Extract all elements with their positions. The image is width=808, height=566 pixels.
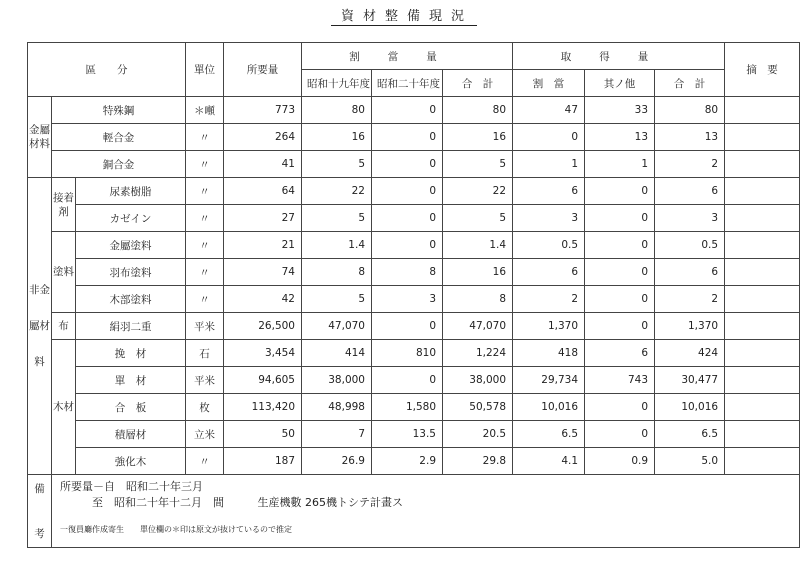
header-category: 區 分 [28, 43, 186, 97]
row-acq-alloc: 0.5 [513, 232, 585, 259]
row-unit: 平米 [186, 367, 224, 394]
row-name: 挽 材 [76, 340, 186, 367]
row-acq-other: 0 [585, 313, 655, 340]
table-row [28, 394, 800, 421]
notes-production-plan: 生産機數 265機トシテ計畫ス [257, 496, 403, 509]
row-alloc-20: 3 [372, 286, 443, 313]
row-unit: 平米 [186, 313, 224, 340]
row-alloc-19: 47,070 [302, 313, 372, 340]
row-unit: 枚 [186, 394, 224, 421]
row-acq-total: 2 [655, 286, 725, 313]
row-required: 42 [224, 286, 302, 313]
notes-line-1: 所要量－自 昭和二十年三月 [60, 480, 203, 493]
row-acq-alloc: 0 [513, 124, 585, 151]
header-remarks: 摘 要 [725, 43, 800, 97]
row-acq-total: 30,477 [655, 367, 725, 394]
row-unit: ＊噸 [186, 97, 224, 124]
table-row [28, 367, 800, 394]
header-acq-total: 合 計 [655, 70, 725, 97]
row-name: 特殊鋼 [52, 97, 186, 124]
row-alloc-total: 16 [443, 259, 513, 286]
row-alloc-19: 5 [302, 151, 372, 178]
row-acq-total: 0.5 [655, 232, 725, 259]
row-acq-alloc: 6.5 [513, 421, 585, 448]
row-acq-other: 1 [585, 151, 655, 178]
row-name: 強化木 [76, 448, 186, 475]
row-acq-total: 6.5 [655, 421, 725, 448]
table-row [28, 232, 800, 259]
row-alloc-total: 29.8 [443, 448, 513, 475]
row-acq-other: 0 [585, 259, 655, 286]
row-acq-total: 424 [655, 340, 725, 367]
notes-content [52, 475, 800, 548]
row-acq-alloc: 10,016 [513, 394, 585, 421]
row-required: 264 [224, 124, 302, 151]
row-alloc-20: 0 [372, 205, 443, 232]
row-acq-other: 0 [585, 205, 655, 232]
row-acq-other: 33 [585, 97, 655, 124]
group-metal: 金屬材料 [28, 97, 52, 178]
row-remarks [725, 124, 800, 151]
row-alloc-19: 80 [302, 97, 372, 124]
row-unit: 〃 [186, 205, 224, 232]
group-fabric: 布 [52, 313, 76, 340]
row-alloc-19: 7 [302, 421, 372, 448]
row-required: 41 [224, 151, 302, 178]
header-alloc-19: 昭和十九年度 [302, 70, 372, 97]
row-alloc-20: 2.9 [372, 448, 443, 475]
row-remarks [725, 97, 800, 124]
row-alloc-20: 0 [372, 124, 443, 151]
table-row [28, 313, 800, 340]
row-acq-alloc: 2 [513, 286, 585, 313]
row-alloc-total: 5 [443, 151, 513, 178]
row-name: 銅合金 [52, 151, 186, 178]
row-alloc-total: 8 [443, 286, 513, 313]
row-acq-total: 80 [655, 97, 725, 124]
row-acq-other: 743 [585, 367, 655, 394]
row-acq-total: 3 [655, 205, 725, 232]
row-acq-alloc: 1 [513, 151, 585, 178]
notes-period-end: 至 昭和二十年十二月 間 [92, 496, 224, 509]
table-row [28, 286, 800, 313]
row-name: カゼイン [76, 205, 186, 232]
row-acq-alloc: 1,370 [513, 313, 585, 340]
table-row [28, 124, 800, 151]
row-alloc-20: 0 [372, 151, 443, 178]
row-acq-total: 1,370 [655, 313, 725, 340]
row-acq-other: 0 [585, 394, 655, 421]
row-name: 金屬塗料 [76, 232, 186, 259]
row-acq-alloc: 6 [513, 178, 585, 205]
row-acq-alloc: 3 [513, 205, 585, 232]
row-remarks [725, 178, 800, 205]
header-row-1 [28, 43, 800, 70]
row-unit: 〃 [186, 124, 224, 151]
notes-line-2 [60, 494, 791, 510]
notes-line-3: 一復員廳作成寄生 單位欄の＊印は原文が抜けているので推定 [60, 525, 292, 534]
header-acq-alloc: 割 當 [513, 70, 585, 97]
table-row [28, 97, 800, 124]
row-name: 尿素樹脂 [76, 178, 186, 205]
row-remarks [725, 286, 800, 313]
row-remarks [725, 232, 800, 259]
row-alloc-19: 22 [302, 178, 372, 205]
notes-row [28, 475, 800, 548]
row-acq-alloc: 4.1 [513, 448, 585, 475]
table-row [28, 421, 800, 448]
row-alloc-20: 810 [372, 340, 443, 367]
row-remarks [725, 340, 800, 367]
table-row [28, 448, 800, 475]
table-row [28, 178, 800, 205]
header-acquisition: 取得量 [513, 43, 725, 70]
table-row [28, 259, 800, 286]
row-acq-total: 2 [655, 151, 725, 178]
row-required: 113,420 [224, 394, 302, 421]
row-alloc-19: 5 [302, 286, 372, 313]
row-required: 3,454 [224, 340, 302, 367]
row-alloc-total: 5 [443, 205, 513, 232]
row-name: 單 材 [76, 367, 186, 394]
row-name: 木部塗料 [76, 286, 186, 313]
row-acq-other: 0.9 [585, 448, 655, 475]
row-alloc-20: 1,580 [372, 394, 443, 421]
row-alloc-19: 26.9 [302, 448, 372, 475]
row-remarks [725, 394, 800, 421]
row-alloc-total: 1,224 [443, 340, 513, 367]
row-required: 773 [224, 97, 302, 124]
row-unit: 石 [186, 340, 224, 367]
header-unit: 單位 [186, 43, 224, 97]
row-unit: 〃 [186, 232, 224, 259]
row-unit: 〃 [186, 448, 224, 475]
notes-label [28, 475, 52, 548]
row-alloc-total: 20.5 [443, 421, 513, 448]
header-acq-other: 其ノ他 [585, 70, 655, 97]
row-unit: 〃 [186, 286, 224, 313]
row-alloc-19: 5 [302, 205, 372, 232]
row-acq-alloc: 29,734 [513, 367, 585, 394]
table-row [28, 205, 800, 232]
row-alloc-20: 0 [372, 313, 443, 340]
row-required: 27 [224, 205, 302, 232]
row-acq-total: 6 [655, 259, 725, 286]
header-alloc-total: 合 計 [443, 70, 513, 97]
row-acq-alloc: 418 [513, 340, 585, 367]
row-acq-total: 13 [655, 124, 725, 151]
row-required: 74 [224, 259, 302, 286]
row-alloc-total: 38,000 [443, 367, 513, 394]
table-row [28, 151, 800, 178]
row-name: 輕合金 [52, 124, 186, 151]
row-alloc-total: 80 [443, 97, 513, 124]
row-acq-other: 6 [585, 340, 655, 367]
notes-label-bottom: 考 [34, 528, 45, 540]
table-row [28, 340, 800, 367]
row-remarks [725, 205, 800, 232]
page-title: 資材整備現況 [0, 5, 808, 24]
group-paint: 塗料 [52, 232, 76, 313]
header-required: 所要量 [224, 43, 302, 97]
row-acq-alloc: 6 [513, 259, 585, 286]
notes-label-top: 備 [34, 483, 45, 495]
row-name: 絹羽二重 [76, 313, 186, 340]
row-alloc-20: 0 [372, 178, 443, 205]
group-nonmetal [28, 178, 52, 475]
row-remarks [725, 421, 800, 448]
row-required: 21 [224, 232, 302, 259]
header-alloc-20: 昭和二十年度 [372, 70, 443, 97]
row-alloc-total: 47,070 [443, 313, 513, 340]
header-allocation: 割當量 [302, 43, 513, 70]
row-alloc-20: 0 [372, 232, 443, 259]
row-alloc-19: 414 [302, 340, 372, 367]
row-acq-other: 0 [585, 178, 655, 205]
row-required: 64 [224, 178, 302, 205]
row-remarks [725, 259, 800, 286]
group-wood: 木材 [52, 340, 76, 475]
group-adhesive: 接着剤 [52, 178, 76, 232]
row-alloc-19: 8 [302, 259, 372, 286]
row-alloc-total: 50,578 [443, 394, 513, 421]
row-alloc-19: 38,000 [302, 367, 372, 394]
row-required: 26,500 [224, 313, 302, 340]
row-remarks [725, 367, 800, 394]
row-acq-total: 6 [655, 178, 725, 205]
row-acq-other: 13 [585, 124, 655, 151]
row-acq-other: 0 [585, 232, 655, 259]
row-unit: 〃 [186, 151, 224, 178]
row-remarks [725, 448, 800, 475]
row-acq-other: 0 [585, 286, 655, 313]
materials-table [27, 42, 800, 548]
row-unit: 〃 [186, 178, 224, 205]
row-name: 羽布塗料 [76, 259, 186, 286]
row-alloc-total: 22 [443, 178, 513, 205]
row-name: 合 板 [76, 394, 186, 421]
row-acq-other: 0 [585, 421, 655, 448]
row-alloc-20: 8 [372, 259, 443, 286]
row-alloc-20: 0 [372, 97, 443, 124]
row-alloc-total: 16 [443, 124, 513, 151]
row-alloc-20: 13.5 [372, 421, 443, 448]
row-alloc-total: 1.4 [443, 232, 513, 259]
row-acq-alloc: 47 [513, 97, 585, 124]
row-alloc-19: 16 [302, 124, 372, 151]
row-unit: 〃 [186, 259, 224, 286]
row-acq-total: 5.0 [655, 448, 725, 475]
row-required: 94,605 [224, 367, 302, 394]
row-remarks [725, 151, 800, 178]
row-remarks [725, 313, 800, 340]
row-name: 積層材 [76, 421, 186, 448]
row-required: 50 [224, 421, 302, 448]
row-alloc-19: 1.4 [302, 232, 372, 259]
row-alloc-19: 48,998 [302, 394, 372, 421]
row-alloc-20: 0 [372, 367, 443, 394]
row-required: 187 [224, 448, 302, 475]
row-acq-total: 10,016 [655, 394, 725, 421]
group-nonmetal-label: 非金屬材料 [29, 284, 50, 368]
row-unit: 立米 [186, 421, 224, 448]
